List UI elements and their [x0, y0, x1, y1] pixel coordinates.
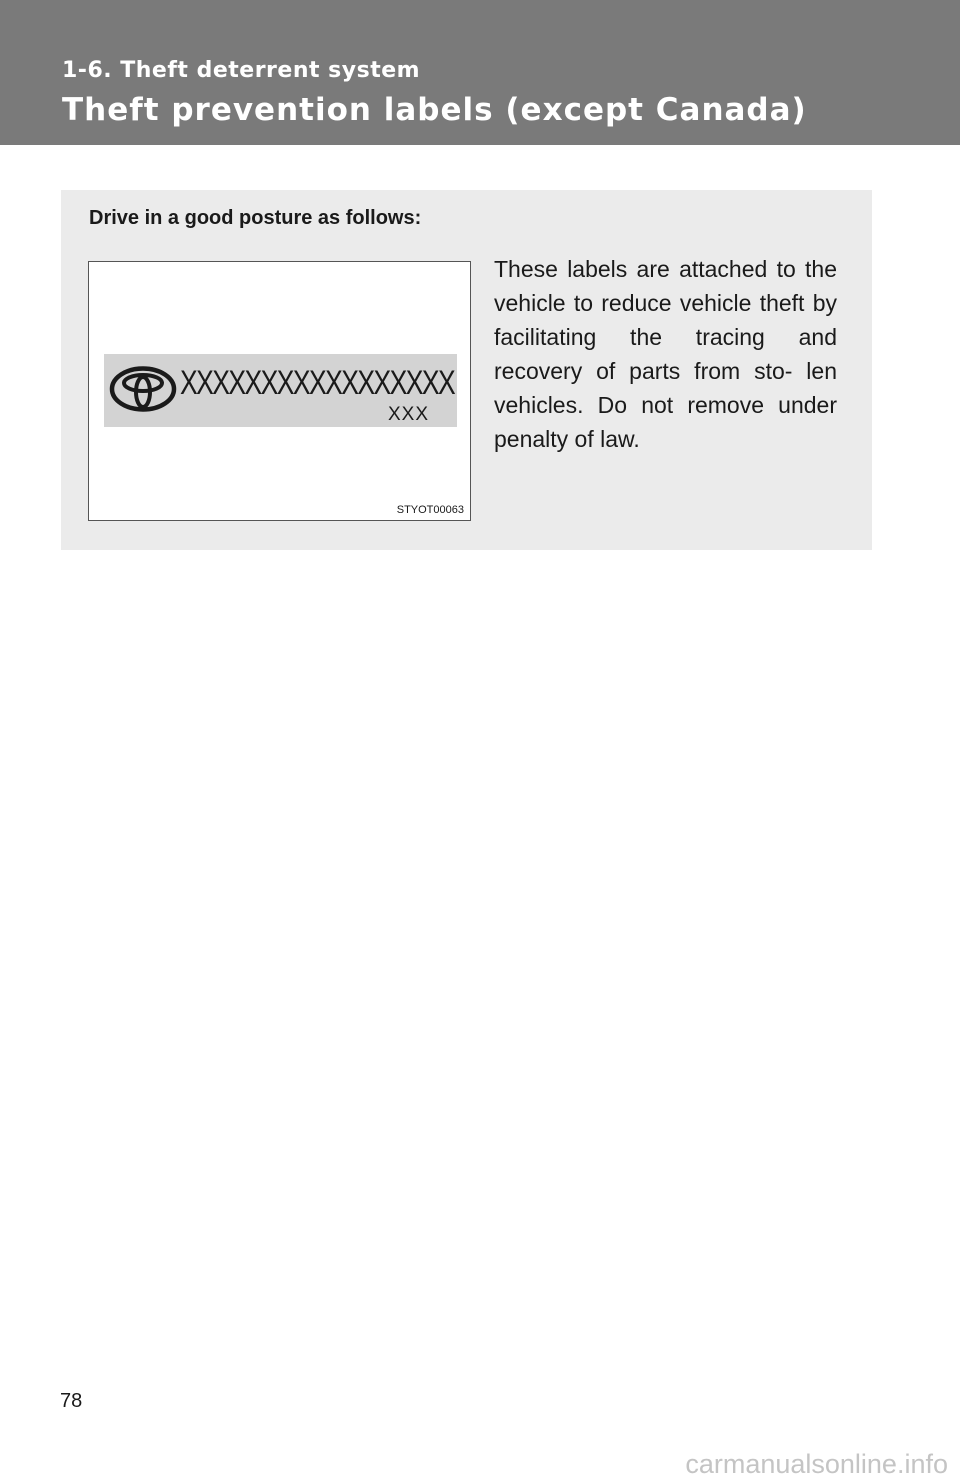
page-number: 78 [60, 1390, 83, 1412]
page-header [0, 0, 960, 145]
info-box [61, 190, 872, 550]
label-illustration [88, 261, 471, 521]
label-code: XXXXXXXXXXXXXXXXX [180, 364, 455, 402]
watermark: carmanualsonline.info [685, 1449, 948, 1479]
toyota-emblem-icon [104, 354, 180, 427]
theft-prevention-label [104, 354, 457, 427]
figure-id: STYOT00063 [396, 504, 464, 516]
body-text: These labels are attached to the vehicle to reduce vehicle theft by facilitating the tracing and recovery of parts from sto- len vehicles. Do not remove under penalty of law. [494, 256, 837, 452]
box-heading: Drive in a good posture as follows: [89, 207, 422, 229]
section-label: 1-6. Theft deterrent system [62, 58, 421, 83]
label-suffix: XXX [388, 404, 430, 425]
page-title: Theft prevention labels (except Canada) [62, 92, 807, 128]
